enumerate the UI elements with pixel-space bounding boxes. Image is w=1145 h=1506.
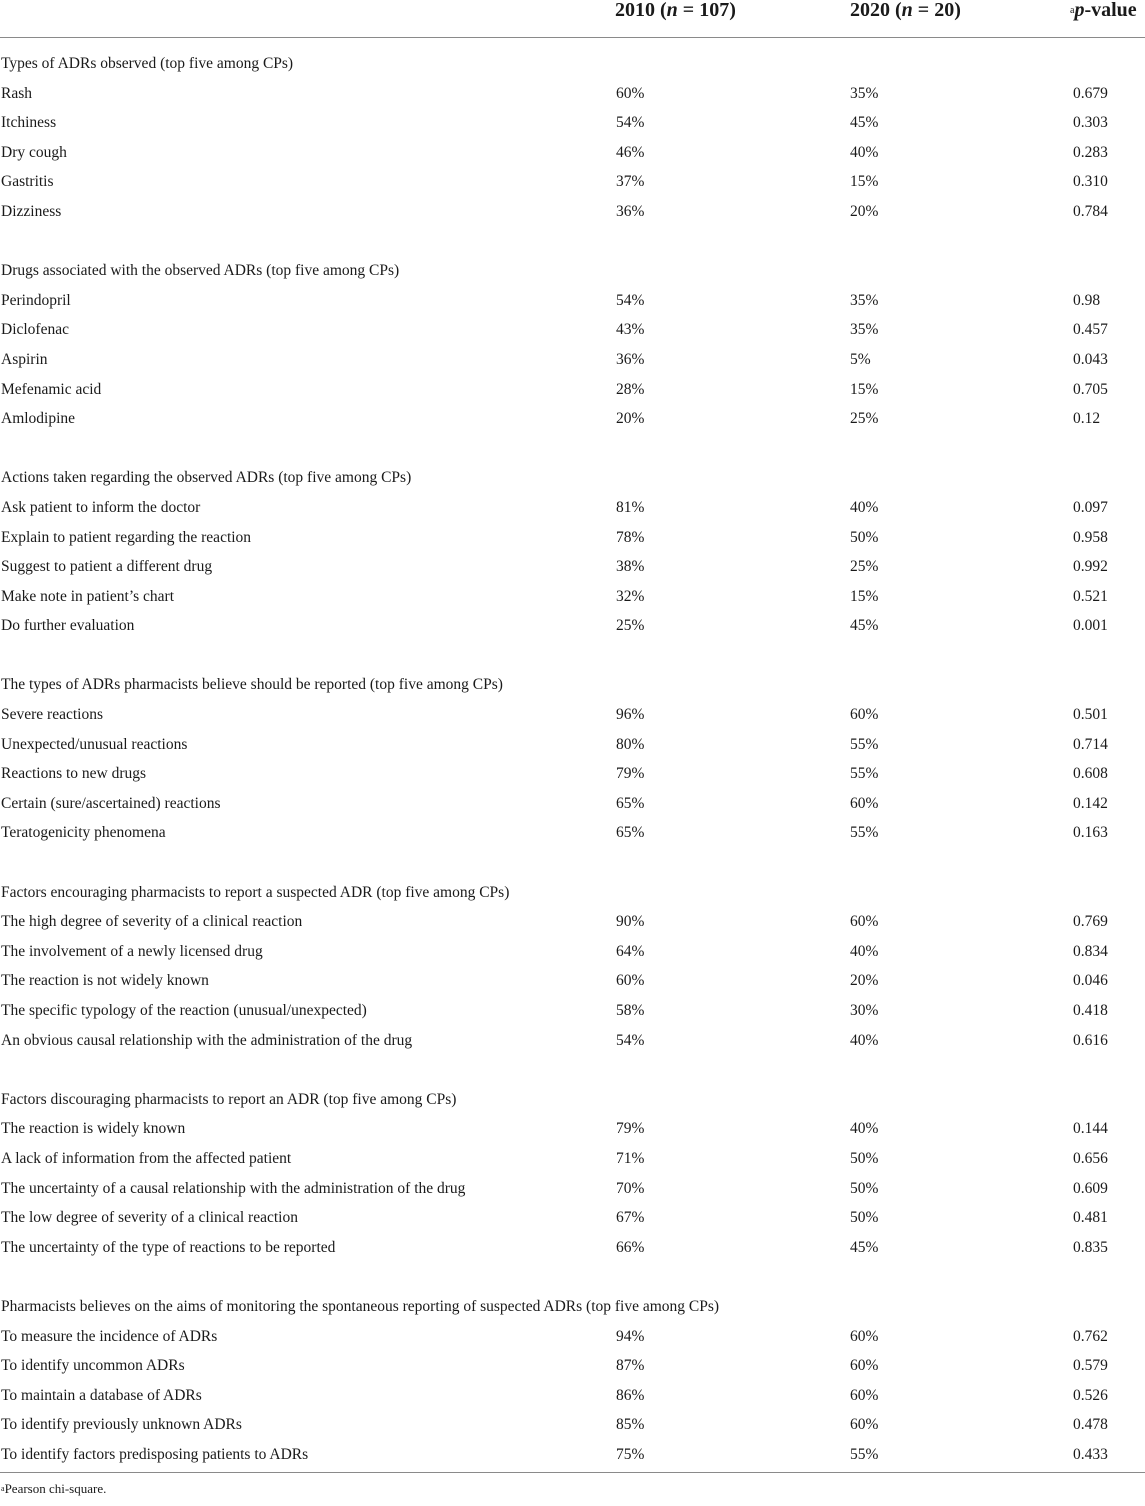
table-section bbox=[0, 49, 1145, 227]
value-2020: 25% bbox=[850, 558, 879, 576]
p-value: 0.043 bbox=[1073, 350, 1108, 368]
value-2010: 79% bbox=[616, 1120, 645, 1138]
p-value: 0.478 bbox=[1073, 1416, 1108, 1434]
table-row bbox=[0, 1174, 1145, 1204]
section-gap bbox=[0, 227, 1145, 257]
value-2020: 35% bbox=[850, 321, 879, 339]
value-2020: 20% bbox=[850, 972, 879, 990]
value-2010: 36% bbox=[616, 350, 645, 368]
row-label: To measure the incidence of ADRs bbox=[1, 1327, 218, 1345]
value-2010: 70% bbox=[616, 1179, 645, 1197]
table-row bbox=[0, 759, 1145, 789]
value-2020: 60% bbox=[850, 794, 879, 812]
table-row bbox=[0, 818, 1145, 848]
table-row bbox=[0, 375, 1145, 405]
value-2020: 35% bbox=[850, 84, 879, 102]
table-section bbox=[0, 463, 1145, 641]
value-2010: 60% bbox=[616, 972, 645, 990]
p-value: 0.163 bbox=[1073, 824, 1108, 842]
table-row bbox=[0, 138, 1145, 168]
value-2020: 60% bbox=[850, 706, 879, 724]
row-label: Itchiness bbox=[1, 114, 57, 132]
row-label: Make note in patient’s chart bbox=[1, 587, 175, 605]
table-row bbox=[0, 1351, 1145, 1381]
value-2010: 86% bbox=[616, 1386, 645, 1404]
value-2020: 60% bbox=[850, 1357, 879, 1375]
header-2020: 2020 (n = 20) bbox=[850, 0, 961, 21]
p-value: 0.283 bbox=[1073, 143, 1108, 161]
value-2010: 78% bbox=[616, 528, 645, 546]
value-2020: 5% bbox=[850, 350, 871, 368]
table-section bbox=[0, 1292, 1145, 1470]
table-row bbox=[0, 108, 1145, 138]
table-row bbox=[0, 789, 1145, 819]
row-label: An obvious causal relationship with the administration of the drug bbox=[1, 1031, 413, 1049]
p-value: 0.656 bbox=[1073, 1149, 1108, 1167]
p-value: 0.418 bbox=[1073, 1002, 1108, 1019]
table-section bbox=[0, 1085, 1145, 1263]
row-label: Unexpected/unusual reactions bbox=[1, 735, 188, 753]
value-2010: 54% bbox=[616, 114, 645, 132]
value-2010: 36% bbox=[616, 202, 645, 220]
row-label: Perindopril bbox=[1, 291, 71, 309]
value-2010: 71% bbox=[616, 1149, 645, 1167]
value-2020: 15% bbox=[850, 587, 879, 605]
section-gap bbox=[0, 1055, 1145, 1085]
table-row bbox=[0, 552, 1145, 582]
table-section bbox=[0, 256, 1145, 434]
p-value: 0.958 bbox=[1073, 528, 1108, 546]
table-row bbox=[0, 1203, 1145, 1233]
value-2010: 79% bbox=[616, 765, 645, 783]
table-row bbox=[0, 937, 1145, 967]
p-value: 0.834 bbox=[1073, 942, 1108, 960]
value-2020: 40% bbox=[850, 498, 879, 516]
p-value: 0.714 bbox=[1073, 735, 1108, 753]
p-value: 0.501 bbox=[1073, 706, 1108, 724]
value-2020: 50% bbox=[850, 1209, 879, 1227]
value-2010: 58% bbox=[616, 1002, 645, 1019]
value-2020: 50% bbox=[850, 1179, 879, 1197]
section-title: Pharmacists believes on the aims of monitoring the spontaneous reporting of suspected ADRs (top five among CPs) bbox=[1, 1297, 720, 1315]
table-row bbox=[0, 730, 1145, 760]
section-gap bbox=[0, 848, 1145, 878]
p-value: 0.992 bbox=[1073, 558, 1108, 576]
row-label: The specific typology of the reaction (unusual/unexpected) bbox=[1, 1002, 367, 1019]
table-section bbox=[0, 670, 1145, 848]
p-value: 0.310 bbox=[1073, 173, 1108, 191]
value-2020: 40% bbox=[850, 1120, 879, 1138]
value-2010: 87% bbox=[616, 1357, 645, 1375]
table-row bbox=[0, 493, 1145, 523]
value-2020: 60% bbox=[850, 1386, 879, 1404]
row-label: Ask patient to inform the doctor bbox=[1, 498, 201, 516]
value-2020: 50% bbox=[850, 528, 879, 546]
value-2020: 15% bbox=[850, 173, 879, 191]
row-label: Dry cough bbox=[1, 143, 67, 161]
row-label: Gastritis bbox=[1, 173, 54, 191]
table-row bbox=[0, 523, 1145, 553]
p-value: 0.98 bbox=[1073, 291, 1101, 309]
row-label: The low degree of severity of a clinical reaction bbox=[1, 1209, 298, 1227]
value-2020: 55% bbox=[850, 824, 879, 842]
row-label: The uncertainty of a causal relationship with the administration of the drug bbox=[1, 1179, 466, 1197]
p-value: 0.705 bbox=[1073, 380, 1108, 398]
value-2020: 50% bbox=[850, 1149, 879, 1167]
header-2010: 2010 (n = 107) bbox=[615, 0, 736, 21]
table-row bbox=[0, 611, 1145, 641]
p-value: 0.144 bbox=[1073, 1120, 1108, 1138]
table-row bbox=[0, 582, 1145, 612]
p-value: 0.097 bbox=[1073, 498, 1108, 516]
p-value: 0.609 bbox=[1073, 1179, 1108, 1197]
value-2020: 60% bbox=[850, 913, 879, 931]
p-value: 0.608 bbox=[1073, 765, 1108, 783]
row-label: The reaction is not widely known bbox=[1, 972, 209, 990]
row-label: The reaction is widely known bbox=[1, 1120, 186, 1138]
p-value: 0.481 bbox=[1073, 1209, 1108, 1227]
value-2010: 20% bbox=[616, 410, 645, 428]
value-2020: 15% bbox=[850, 380, 879, 398]
table-row bbox=[0, 79, 1145, 109]
table-footnote: $^a$Pearson chi-square. bbox=[1, 1480, 107, 1496]
value-2010: 43% bbox=[616, 321, 645, 339]
row-label: A lack of information from the affected patient bbox=[1, 1149, 292, 1167]
value-2010: 96% bbox=[616, 706, 645, 724]
p-value: 0.521 bbox=[1073, 587, 1108, 605]
table-row bbox=[0, 996, 1145, 1026]
p-value: 0.762 bbox=[1073, 1327, 1108, 1345]
row-label: Aspirin bbox=[1, 350, 48, 368]
value-2010: 67% bbox=[616, 1209, 645, 1227]
value-2010: 80% bbox=[616, 735, 645, 753]
p-value: 0.303 bbox=[1073, 114, 1108, 132]
value-2010: 65% bbox=[616, 794, 645, 812]
table-row bbox=[0, 315, 1145, 345]
value-2020: 45% bbox=[850, 114, 879, 132]
p-value: 0.046 bbox=[1073, 972, 1108, 990]
row-label: Certain (sure/ascertained) reactions bbox=[1, 794, 221, 812]
row-label: To identify previously unknown ADRs bbox=[1, 1416, 242, 1434]
value-2020: 55% bbox=[850, 1445, 879, 1463]
table-row bbox=[0, 1233, 1145, 1263]
value-2010: 85% bbox=[616, 1416, 645, 1434]
row-label: Explain to patient regarding the reaction bbox=[1, 528, 252, 546]
value-2010: 32% bbox=[616, 587, 645, 605]
value-2020: 30% bbox=[850, 1002, 879, 1019]
value-2020: 45% bbox=[850, 1238, 879, 1256]
row-label: Mefenamic acid bbox=[1, 380, 102, 398]
value-2020: 60% bbox=[850, 1416, 879, 1434]
value-2020: 25% bbox=[850, 410, 879, 428]
table-row bbox=[0, 907, 1145, 937]
row-label: Diclofenac bbox=[1, 321, 69, 339]
value-2010: 38% bbox=[616, 558, 645, 576]
value-2010: 64% bbox=[616, 942, 645, 960]
table-row bbox=[0, 966, 1145, 996]
value-2020: 45% bbox=[850, 617, 879, 635]
value-2010: 66% bbox=[616, 1238, 645, 1256]
value-2010: 54% bbox=[616, 1031, 645, 1049]
row-label: Reactions to new drugs bbox=[1, 765, 147, 783]
p-value: 0.835 bbox=[1073, 1238, 1108, 1256]
value-2010: 28% bbox=[616, 380, 645, 398]
value-2010: 54% bbox=[616, 291, 645, 309]
p-value: 0.784 bbox=[1073, 202, 1108, 220]
table-row bbox=[0, 286, 1145, 316]
p-value: 0.433 bbox=[1073, 1445, 1108, 1463]
row-label: Severe reactions bbox=[1, 706, 103, 724]
value-2010: 37% bbox=[616, 173, 645, 191]
table-row bbox=[0, 1114, 1145, 1144]
header-pvalue: $^a$p-value bbox=[1070, 0, 1137, 21]
value-2020: 20% bbox=[850, 202, 879, 220]
row-label: To maintain a database of ADRs bbox=[1, 1386, 202, 1404]
section-gap bbox=[0, 641, 1145, 671]
value-2010: 65% bbox=[616, 824, 645, 842]
row-label: The uncertainty of the type of reactions to be reported bbox=[1, 1238, 336, 1256]
section-title: Actions taken regarding the observed ADRs (top five among CPs) bbox=[1, 469, 412, 487]
value-2020: 60% bbox=[850, 1327, 879, 1345]
table-row bbox=[0, 1381, 1145, 1411]
value-2020: 55% bbox=[850, 735, 879, 753]
section-gap bbox=[0, 1262, 1145, 1292]
value-2010: 90% bbox=[616, 913, 645, 931]
p-value: 0.769 bbox=[1073, 913, 1108, 931]
p-value: 0.12 bbox=[1073, 410, 1101, 428]
value-2010: 81% bbox=[616, 498, 645, 516]
value-2010: 75% bbox=[616, 1445, 645, 1463]
table-row bbox=[0, 404, 1145, 434]
row-label: Amlodipine bbox=[1, 410, 76, 428]
section-title: Factors discouraging pharmacists to report an ADR (top five among CPs) bbox=[1, 1090, 457, 1108]
section-title: Drugs associated with the observed ADRs (top five among CPs) bbox=[1, 262, 400, 280]
section-title: Types of ADRs observed (top five among CPs) bbox=[1, 55, 294, 72]
row-label: The high degree of severity of a clinical reaction bbox=[1, 913, 303, 931]
row-label: Dizziness bbox=[1, 202, 62, 220]
row-label: To identify factors predisposing patients to ADRs bbox=[1, 1445, 309, 1463]
table-row bbox=[0, 1144, 1145, 1174]
value-2010: 46% bbox=[616, 143, 645, 161]
p-value: 0.142 bbox=[1073, 794, 1108, 812]
value-2020: 35% bbox=[850, 291, 879, 309]
value-2010: 60% bbox=[616, 84, 645, 102]
section-gap bbox=[0, 434, 1145, 464]
value-2010: 25% bbox=[616, 617, 645, 635]
table-row bbox=[0, 197, 1145, 227]
table-row bbox=[0, 1410, 1145, 1440]
value-2020: 55% bbox=[850, 765, 879, 783]
table-row bbox=[0, 700, 1145, 730]
table-header bbox=[0, 0, 1145, 38]
table-body bbox=[0, 38, 1145, 1470]
value-2020: 40% bbox=[850, 1031, 879, 1049]
value-2020: 40% bbox=[850, 143, 879, 161]
section-title: Factors encouraging pharmacists to report a suspected ADR (top five among CPs) bbox=[1, 883, 510, 901]
p-value: 0.616 bbox=[1073, 1031, 1108, 1049]
p-value: 0.679 bbox=[1073, 84, 1108, 102]
row-label: To identify uncommon ADRs bbox=[1, 1357, 185, 1375]
row-label: Rash bbox=[1, 84, 32, 102]
table-row bbox=[0, 1440, 1145, 1470]
table-row bbox=[0, 1026, 1145, 1056]
p-value: 0.526 bbox=[1073, 1386, 1108, 1404]
row-label: Teratogenicity phenomena bbox=[1, 824, 166, 842]
table-row bbox=[0, 167, 1145, 197]
row-label: Suggest to patient a different drug bbox=[1, 558, 213, 576]
value-2010: 94% bbox=[616, 1327, 645, 1345]
table-row bbox=[0, 345, 1145, 375]
p-value: 0.457 bbox=[1073, 321, 1108, 339]
row-label: The involvement of a newly licensed drug bbox=[1, 942, 263, 960]
section-title: The types of ADRs pharmacists believe should be reported (top five among CPs) bbox=[1, 676, 503, 694]
p-value: 0.579 bbox=[1073, 1357, 1108, 1375]
value-2020: 40% bbox=[850, 942, 879, 960]
table-row bbox=[0, 1322, 1145, 1352]
row-label: Do further evaluation bbox=[1, 617, 135, 635]
p-value: 0.001 bbox=[1073, 617, 1108, 635]
table-section bbox=[0, 878, 1145, 1056]
